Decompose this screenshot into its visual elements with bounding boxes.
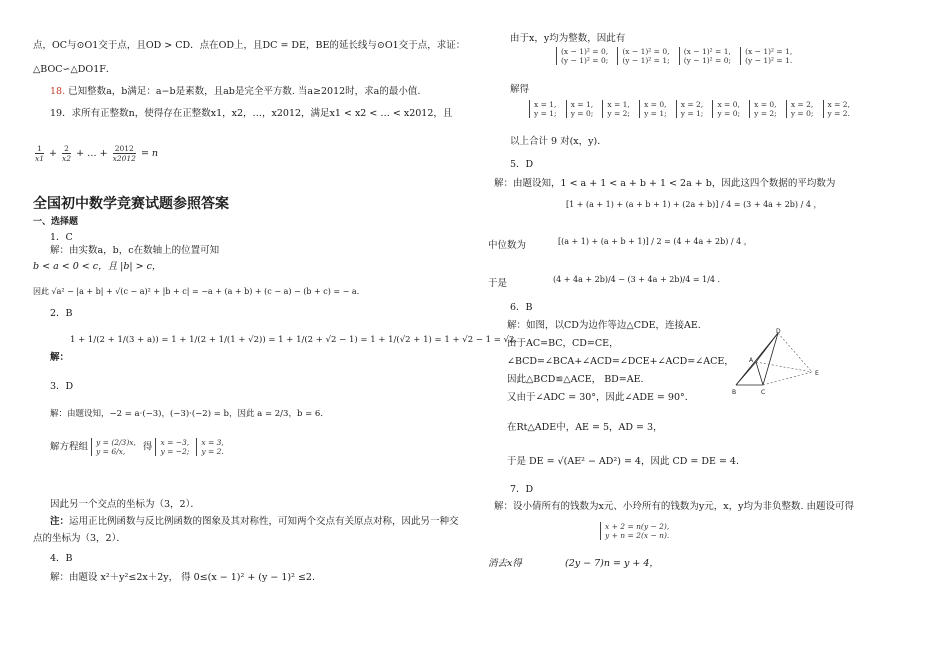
- answer3-line3: 因此另一个交点的坐标为（3，2）．: [50, 499, 200, 510]
- answer4-line1: 解：由题设 x²＋y²≤2x＋2y， 得 0≤(x − 1)² + (y − 1)² ≤2.: [50, 572, 315, 583]
- answer4-solutions: [529, 98, 854, 118]
- answer1-heading: 1．C: [50, 232, 73, 243]
- answer4-heading: 4．B: [50, 553, 73, 564]
- label-e: E: [815, 370, 819, 377]
- segment-ae: [756, 362, 812, 372]
- solution-7: x = 0, y = 2;: [749, 100, 777, 118]
- problem19: 19．求所有正整数n，使得存在正整数x1，x2，…，x2012，满足x1 < x2 < … < x2012，且: [50, 108, 453, 119]
- answer5-line1: 解：由题设知，1 < a + 1 < a + b + 1 < 2a + b，因此这四个数据的平均数为: [494, 178, 836, 189]
- segment-ac: [756, 362, 763, 385]
- answer6-line2: 由于AC=BC，CD=CE，: [507, 338, 619, 349]
- solution-8: x = 2, y = 0;: [786, 100, 814, 118]
- label-a: A: [749, 357, 754, 364]
- answer7-line1: 解：设小倩所有的钱数为x元、小玲所有的钱数为y元，x，y均为非负整数. 由题设可得: [494, 501, 854, 512]
- answer7-system: x + 2 = n(y − 2), y + n = 2(x − n).: [600, 520, 673, 540]
- case-system-2: (x − 1)² = 0, (y − 1)² = 1;: [617, 47, 669, 65]
- solution-2: x = 1, y = 0;: [566, 100, 594, 118]
- answer4-total: 以上合计 9 对(x，y)．: [510, 136, 607, 147]
- segment-ce: [763, 372, 812, 385]
- answer3-line1: 解：由题设知，−2 = a·(−3)，(−3)·(−2) = b，因此 a = 2/3，b = 6．: [50, 409, 329, 419]
- triangle-figure: [728, 326, 828, 398]
- answer6-line3: ∠BCD=∠BCA+∠ACD=∠DCE+∠ACD=∠ACE，: [507, 356, 734, 367]
- answer7-eliminate-label: 消去x得: [488, 558, 522, 569]
- answer3-system: y = (2/3)x, y = 6/x,: [91, 438, 136, 456]
- answer4-case-systems: [556, 45, 796, 65]
- answer5-difference-formula: (4 + 4a + 2b)/4 − (3 + 4a + 2b)/4 = 1/4 ．: [553, 275, 726, 284]
- solution-6: x = 0, y = 0;: [712, 100, 740, 118]
- answer4-solve-label: 解得: [510, 84, 530, 95]
- section-choice-heading: 一、选择题: [33, 217, 79, 227]
- solution-9: x = 2, y = 2.: [823, 100, 850, 118]
- answer6-line4: 因此△BCD≌△ACE， BD=AE.: [507, 374, 644, 385]
- solution-5: x = 2, y = 1;: [676, 100, 704, 118]
- segment-cd: [763, 333, 778, 385]
- answer6-heading: 6．B: [510, 302, 533, 313]
- solution-4: x = 0, y = 1;: [639, 100, 667, 118]
- problem17-line2: △BOC∽△DO1F．: [33, 64, 116, 75]
- answer7-result: (2y − 7)n = y + 4，: [565, 558, 659, 569]
- answer5-heading: 5．D: [510, 159, 534, 170]
- case-system-4: (x − 1)² = 1, (y − 1)² = 1.: [740, 47, 792, 65]
- answers-title: 全国初中数学竞赛试题参照答案: [33, 196, 229, 212]
- answer3-solution-1: x = −3, y = −2;: [155, 438, 189, 456]
- answer5-hence-label: 于是: [488, 278, 508, 289]
- answer3-solution-2: x = 3, y = 2.: [196, 438, 223, 456]
- answer6-line6: 在Rt△ADE中，AE = 5，AD = 3，: [507, 422, 663, 433]
- answer1-line1: 解：由实数a，b，c在数轴上的位置可知: [50, 245, 220, 256]
- answer6-line1: 解：如图，以CD为边作等边△CDE，连接AE.: [507, 320, 701, 331]
- answer2-label: 解：: [50, 352, 70, 363]
- problem18-number: 18.: [50, 86, 66, 97]
- answer6-line7: 于是 DE = √(AE² − AD²) = 4，因此 CD = DE = 4.: [507, 456, 739, 467]
- answer5-median-label: 中位数为: [488, 240, 527, 251]
- answer2-equation: 1 + 1/(2 + 1/(3 + a)) = 1 + 1/(2 + 1/(1 + √2)) = 1 + 1/(2 + √2 − 1) = 1 + 1/(√2 + 1) = 1 + √2 − 1 = √2．: [70, 335, 523, 345]
- answer3-note-line2: 点的坐标为（3，2）．: [33, 533, 126, 544]
- eq-fraction-2: $\frac{2}{x2}$: [62, 144, 72, 163]
- solution-1: x = 1, y = 1;: [529, 100, 557, 118]
- answer6-line5: 又由于∠ADC = 30°，因此∠ADE = 90°．: [507, 392, 695, 403]
- answer1-line3: 因此 √a² − |a + b| + √(c − a)² + |b + c| = −a + (a + b) + (c − a) − (b + c) = − a．: [33, 287, 365, 296]
- answer3-note: 注：运用正比例函数与反比例函数的图象及其对称性，可知两个交点有关原点对称，因此另一种交: [50, 516, 459, 527]
- problem18: [50, 86, 420, 98]
- problem19-equation: $\frac{1}{x1}$ + $\frac{2}{x2}$ + … + $\frac{2012}{x2012}$ = n: [35, 144, 159, 163]
- segment-de: [778, 333, 812, 372]
- case-system-1: (x − 1)² = 0, (y − 1)² = 0;: [556, 47, 608, 65]
- segment-ad: [756, 333, 778, 362]
- answer1-line2: b < a < 0 < c，且 |b| > c，: [33, 261, 162, 272]
- problem18-text: 已知整数a，b满足：a−b是素数，且ab是完全平方数. 当a≥2012时，求a的最小值.: [68, 86, 421, 97]
- answer4-cont-line1: 由于x，y均为整数，因此有: [510, 33, 626, 44]
- answer5-mean-formula: [1 + (a + 1) + (a + b + 1) + (2a + b)] / 4 = (3 + 4a + 2b) / 4 ，: [566, 200, 822, 209]
- label-b: B: [732, 389, 737, 396]
- eq-fraction-3: $\frac{2012}{x2012}$: [112, 144, 136, 163]
- answer3-heading: 3．D: [50, 381, 74, 392]
- label-c: C: [761, 389, 766, 396]
- label-d: D: [776, 328, 781, 335]
- answer3-system-row: 解方程组 y = (2/3)x, y = 6/x, 得 x = −3, y = −2; x = 3, y = 2.: [50, 438, 224, 456]
- answer5-median-formula: [(a + 1) + (a + b + 1)] / 2 = (4 + 4a + 2b) / 4 ，: [558, 237, 752, 246]
- case-system-3: (x − 1)² = 1, (y − 1)² = 0;: [679, 47, 731, 65]
- eq-fraction-1: $\frac{1}{x1}$: [35, 144, 45, 163]
- problem17-line1: 点，OC与⊙O1交于点，且OD > CD．点在OD上，且DC = DE，BE的延长线与⊙O1交于点，求证：: [33, 40, 466, 51]
- answer7-heading: 7．D: [510, 484, 534, 495]
- solution-3: x = 1, y = 2;: [602, 100, 630, 118]
- answer2-heading: 2．B: [50, 308, 73, 319]
